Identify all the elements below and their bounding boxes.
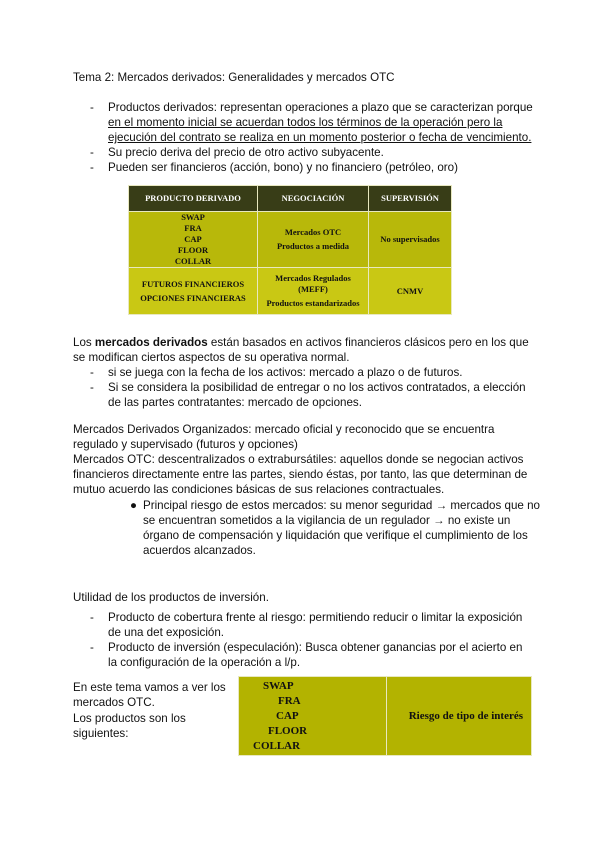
bullet-text: Principal riesgo de estos mercados: su menor seguridad → mercados que no se encuentran sometidos a la vigilancia de un regulador → no existe un órgano de compensación y liquidación que verifique el cumplimiento de los acuerdos alcanzados.: [143, 499, 540, 557]
list-item: - Producto de inversión (especulación): Busca obtener ganancias por el acierto en la configuración de la operación a l/p.: [90, 641, 523, 669]
list-item: - Si se considera la posibilidad de entregar o no los activos contratados, a elección de las partes contratantes: mercado de opciones.: [90, 381, 526, 409]
list-item: - si se juega con la fecha de los activos: mercado a plazo o de futuros.: [90, 366, 463, 379]
intro-list: [73, 100, 533, 175]
list-text: si se juega con la fecha de los activos: mercado a plazo o de futuros.: [108, 366, 463, 379]
underlined-text: en el momento inicial se acuerdan todos los términos de la operación pero la ejecución del contrato se realiza en un momento posterior o fecha de vencimiento.: [108, 116, 532, 144]
cell-text: Productos estandarizados: [266, 298, 360, 308]
supervision-cell: CNMV: [369, 268, 452, 315]
list-text: Producto de inversión (especulación): Busca obtener ganancias por el acierto en la configuración de la operación a l/p.: [108, 641, 523, 669]
list-text: Pueden ser financieros (acción, bono) y no financiero (petróleo, oro): [108, 161, 458, 174]
paragraph-utilidad: [73, 590, 533, 670]
list-text: Producto de cobertura frente al riesgo: permitiendo reducir o limitar la exposición de una det exposición.: [108, 611, 523, 639]
header-supervision: SUPERVISIÓN: [369, 186, 452, 212]
products-cell: [239, 677, 387, 756]
paragraph-organizados: Mercados Derivados Organizados: mercado oficial y reconocido que se encuentra regulado y supervisado (futuros y opciones): [73, 423, 495, 451]
page-title: Tema 2: Mercados derivados: Generalidades y mercados OTC: [73, 71, 395, 84]
products-intro: Los productos son los siguientes:: [73, 712, 186, 740]
list-text: Su precio deriva del precio de otro activo subyacente.: [108, 146, 384, 159]
bullet-item: [130, 498, 543, 558]
product: OPCIONES FINANCIERAS: [140, 292, 246, 303]
list-text: Si se considera la posibilidad de entregar o no los activos contratados, a elección de las partes contratantes: mercado de opciones.: [108, 381, 526, 409]
cell-text: Mercados Regulados (MEFF): [275, 273, 351, 294]
product: FUTUROS FINANCIEROS: [141, 278, 245, 289]
text: Los: [73, 336, 95, 349]
products-cell: [129, 212, 258, 268]
product: COLLAR: [174, 256, 212, 266]
list-item: - Producto de cobertura frente al riesgo: permitiendo reducir o limitar la exposición de una det exposición.: [90, 611, 523, 639]
table-row: [129, 212, 452, 268]
paragraph-otc: Mercados OTC: descentralizados o extrabursátiles: aquellos donde se negocian activos financieros directamente entre las partes, siendo éstas, por tanto, las que determinan de mutuo acuerdo las condiciones básicas de sus relaciones contractuales.: [73, 453, 528, 496]
bold-text: mercados derivados: [94, 336, 208, 349]
product: CAP: [184, 234, 202, 244]
list-text: Productos derivados: representan operaciones a plazo que se caracterizan porque: [108, 101, 533, 114]
cell-text: Mercados OTC: [284, 227, 342, 237]
product: FRA: [184, 223, 202, 233]
product: FRA: [278, 694, 301, 707]
list-item: - Su precio deriva del precio de otro activo subyacente.: [90, 146, 384, 159]
intro-otc: En este tema vamos a ver los mercados OTC.: [73, 681, 226, 709]
negociacion-cell: [258, 212, 369, 268]
text: Utilidad de los productos de inversión.: [73, 591, 269, 604]
product: COLLAR: [253, 739, 301, 752]
negociacion-cell: [258, 268, 369, 315]
product: FLOOR: [268, 724, 308, 737]
product: SWAP: [263, 679, 294, 692]
derivatives-table: [128, 185, 452, 315]
header-producto: PRODUCTO DERIVADO: [129, 186, 258, 212]
text: están basados en activos financieros clásicos pero en los que se modifican ciertos aspectos de su operativa normal.: [73, 336, 529, 364]
table-row: [129, 268, 452, 315]
supervision-cell: No supervisados: [369, 212, 452, 268]
product: SWAP: [181, 212, 205, 222]
bullet-icon: ●: [130, 499, 138, 512]
risk-cell: Riesgo de tipo de interés: [387, 677, 532, 756]
product: CAP: [276, 709, 299, 722]
list-item: - Pueden ser financieros (acción, bono) y no financiero (petróleo, oro): [90, 161, 458, 174]
header-negociacion: NEGOCIACIÓN: [258, 186, 369, 212]
list-item: - Productos derivados: representan operaciones a plazo que se caracterizan porque en el momento inicial se acuerdan todos los términos de la operación pero la ejecución del contrato se realiza en un momento posterior o fecha de vencimiento.: [90, 101, 533, 144]
cell-text: Productos a medida: [276, 241, 350, 251]
paragraph: [73, 335, 533, 410]
products-cell: [129, 268, 258, 315]
product: FLOOR: [177, 245, 209, 255]
otc-products-table: [238, 676, 532, 756]
